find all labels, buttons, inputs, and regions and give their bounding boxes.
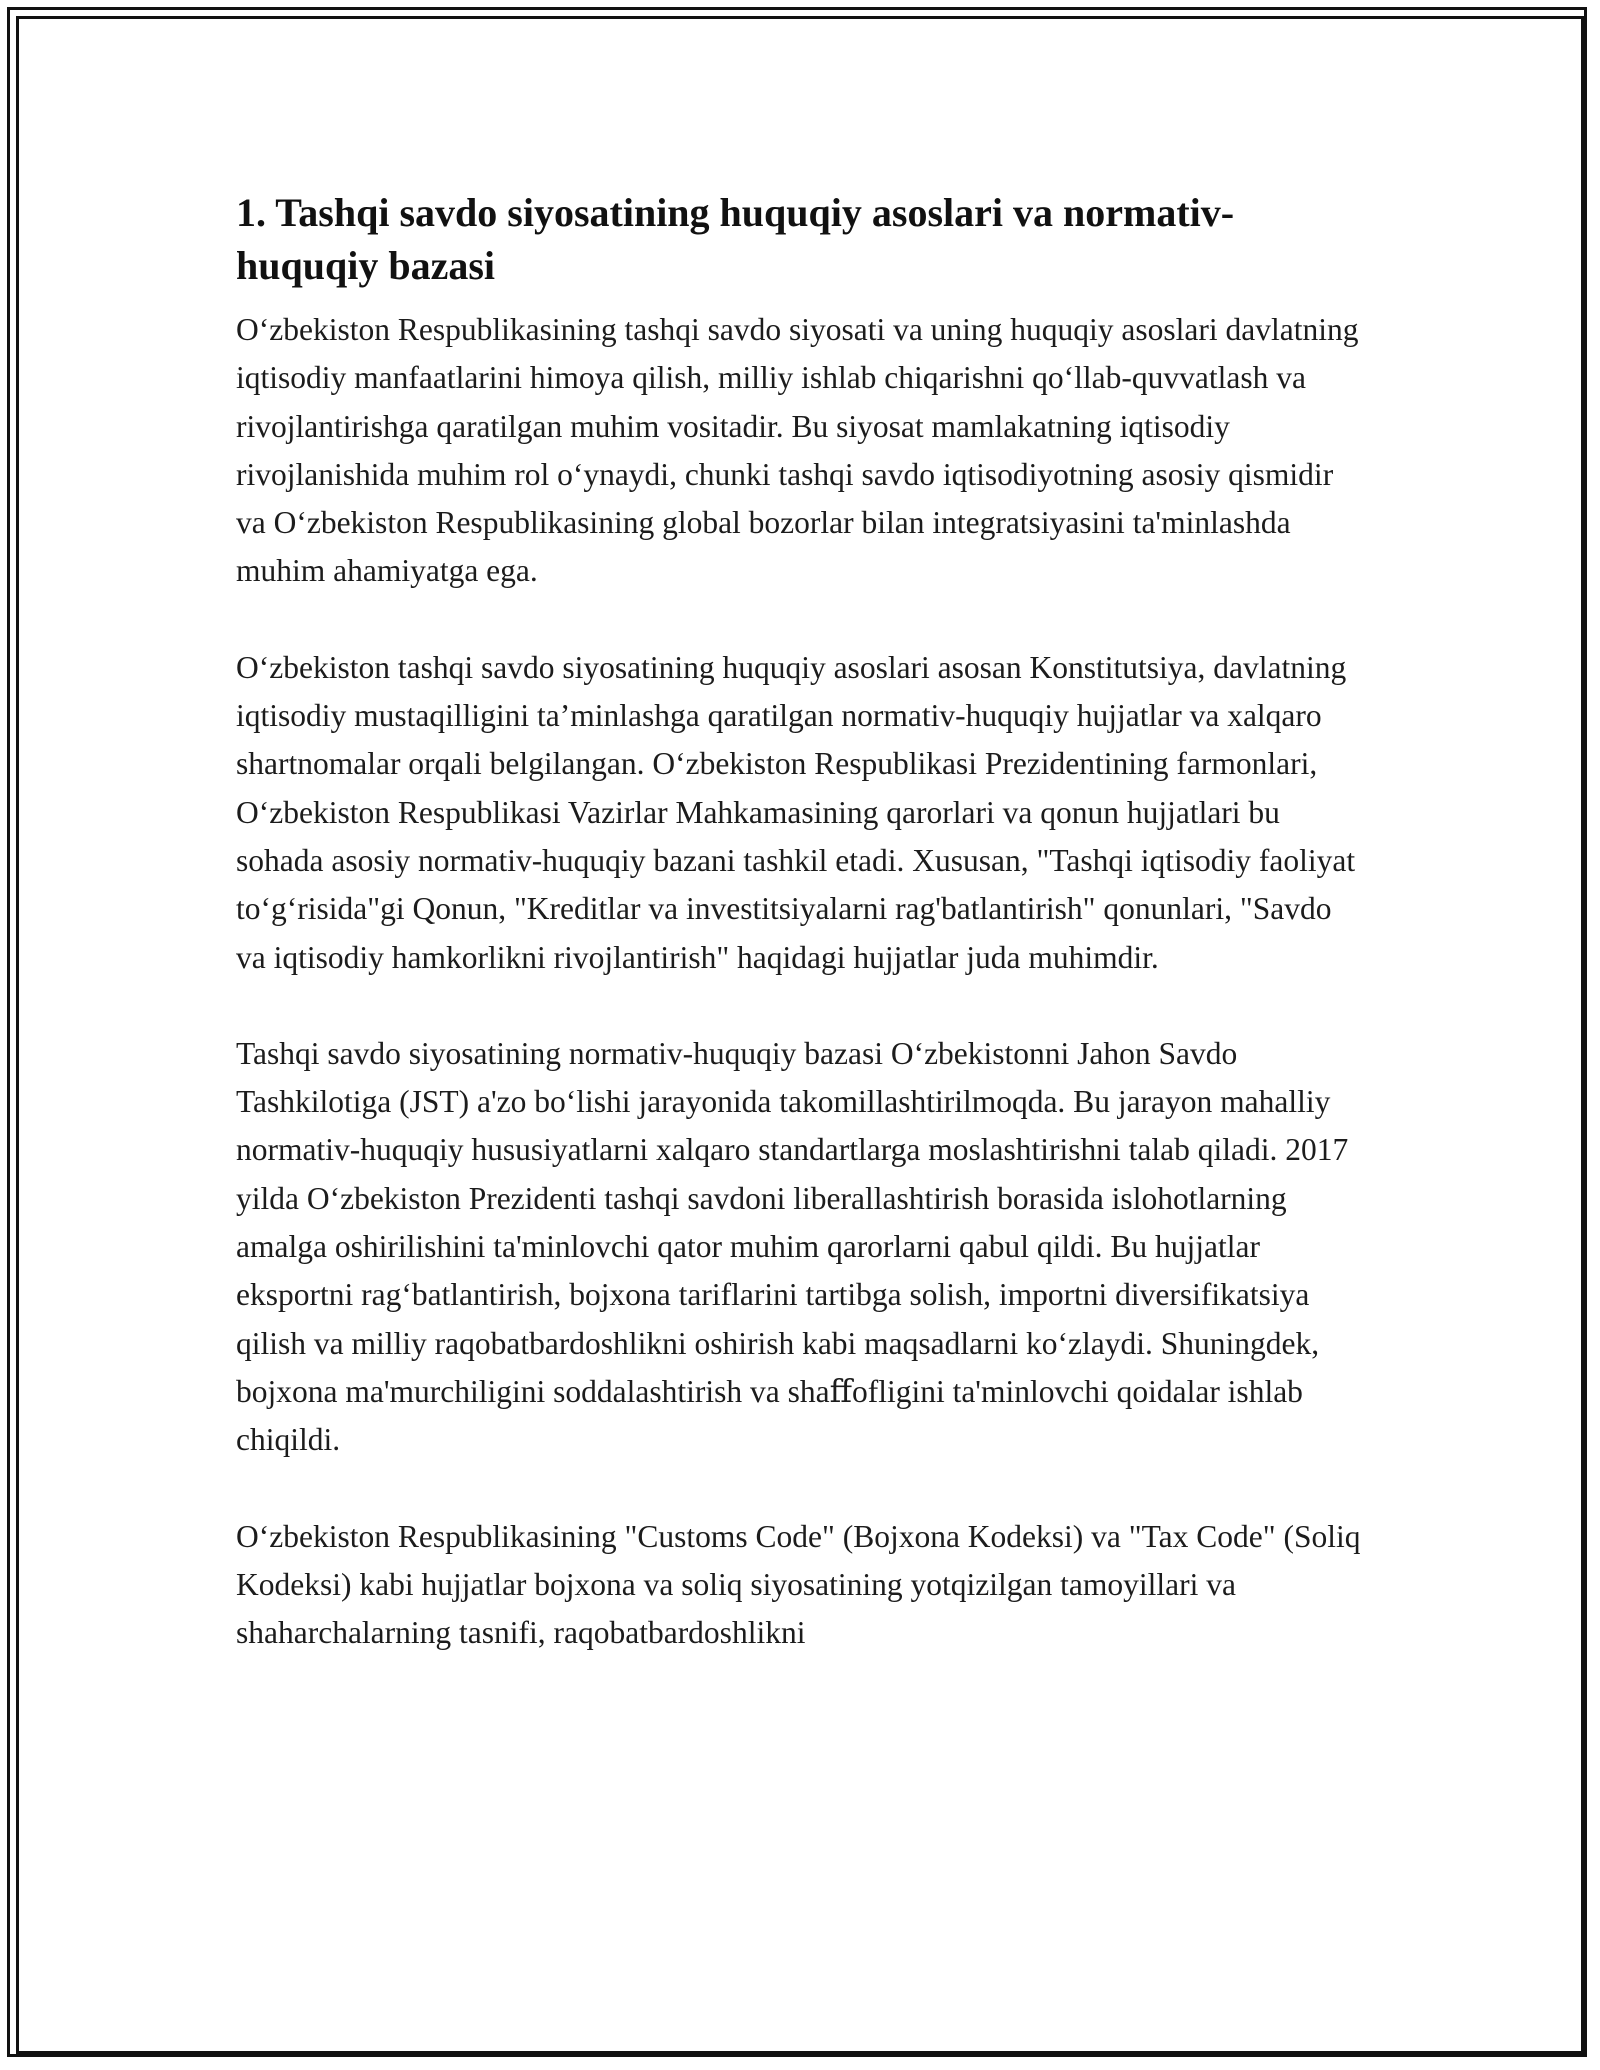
paragraph-4: O‘zbekiston Respublikasining "Customs Code" (Bojxona Kodeksi) va "Tax Code" (Soliq Kodeksi) kabi hujjatlar bojxona va soliq siyosatining yotqizilgan tamoyillari va shaharchalarning tasnifi, raqobatbardoshlikni <box>236 1518 1361 1651</box>
paragraph-3: Tashqi savdo siyosatining normativ-huquqiy bazasi O‘zbekistonni Jahon Savdo Tashkilotiga (JST) a'zo bo‘lishi jarayonida takomillashtirilmoqda. Bu jarayon mahalliy normativ-huquqiy hususiyatlarni xalqaro standartlarga moslashtirishni talab qiladi. 2017 yilda O‘zbekiston Prezidenti tashqi savdoni liberallashtirish borasida islohotlarning amalga oshirilishini ta'minlovchi qator muhim qarorlarni qabul qildi. Bu hujjatlar eksportni rag‘batlantirish, bojxona tariflarini tartibga solish, importni diversifikatsiya qilish va milliy raqobatbardoshlikni oshirish kabi maqsadlarni ko‘zlaydi. Shuningdek, bojxona ma'murchiligini soddalashtirish va shaﬀofligini ta'minlovchi qoidalar ishlab chiqildi. <box>236 1035 1349 1458</box>
paragraph-1: O‘zbekiston Respublikasining tashqi savdo siyosati va uning huquqiy asoslari davlatning iqtisodiy manfaatlarini himoya qilish, milliy ishlab chiqarishni qo‘llab-quvvatlash va rivojlantirishga qaratilgan muhim vositadir. Bu siyosat mamlakatning iqtisodiy rivojlanishida muhim rol o‘ynaydi, chunki tashqi savdo iqtisodiyotning asosiy qismidir va O‘zbekiston Respublikasining global bozorlar bilan integratsiyasini ta'minlashda muhim ahamiyatga ega. <box>236 312 1359 589</box>
document-body <box>236 186 1366 1705</box>
paragraph-2: O‘zbekiston tashqi savdo siyosatining huquqiy asoslari asosan Konstitutsiya, davlatning iqtisodiy mustaqilligini ta’minlashga qaratilgan normativ-huquqiy hujjatlar va xalqaro shartnomalar orqali belgilangan. O‘zbekiston Respublikasi Prezidentining farmonlari, O‘zbekiston Respublikasi Vazirlar Mahkamasining qarorlari va qonun hujjatlari bu sohada asosiy normativ-huquqiy bazani tashkil etadi. Xususan, "Tashqi iqtisodiy faoliyat to‘g‘risida"gi Qonun, "Kreditlar va investitsiyalarni rag'batlantirish" qonunlari, "Savdo va iqtisodiy hamkorlikni rivojlantirish" haqidagi hujjatlar juda muhimdir. <box>236 649 1356 975</box>
section-heading: 1. Tashqi savdo siyosatining huquqiy asoslari va normativ-huquqiy bazasi <box>236 190 1235 288</box>
